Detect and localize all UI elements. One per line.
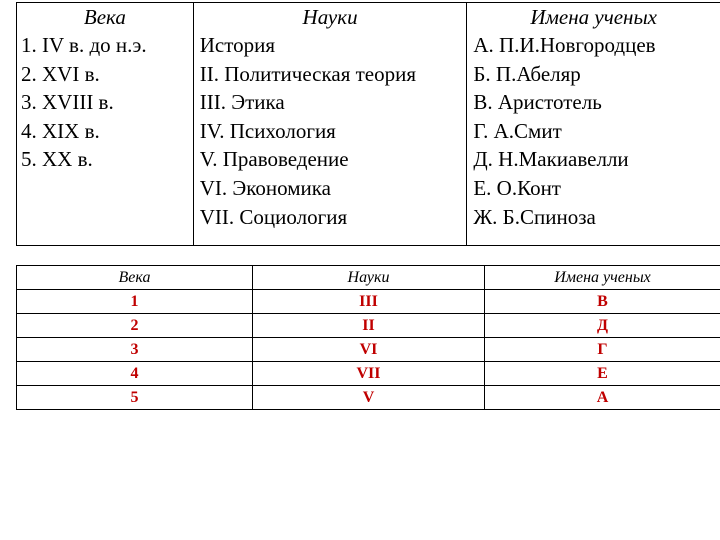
- answer-scholar: А: [485, 386, 720, 410]
- science-item: VI. Экономика: [199, 175, 331, 200]
- century-item: 4. XIX в.: [21, 118, 100, 143]
- centuries-header: Века: [83, 5, 126, 29]
- science-item: V. Правоведение: [199, 147, 349, 172]
- answer-century: 5: [17, 386, 253, 410]
- century-item: 1. IV в. до н.э.: [21, 33, 147, 57]
- scholars-header: Имена ученых: [530, 5, 658, 29]
- sciences-column: [193, 3, 467, 245]
- answer-scholar: В: [485, 290, 720, 314]
- answer-row: [17, 386, 720, 410]
- scholars-column: [466, 3, 720, 245]
- answer-century: 1: [17, 290, 253, 314]
- answer-science: II: [253, 314, 485, 338]
- scholar-item: Ж. Б.Спиноза: [473, 204, 596, 229]
- answer-century: 3: [17, 338, 253, 362]
- century-item: 2. XVI в.: [21, 61, 100, 86]
- answer-header-row: [17, 266, 720, 290]
- answer-row: [17, 290, 720, 314]
- century-item: 5. XX в.: [21, 147, 93, 172]
- science-item: III. Этика: [199, 90, 285, 115]
- science-item: История: [199, 33, 276, 57]
- answer-header-sciences: Науки: [253, 266, 485, 290]
- answer-header-centuries: Века: [17, 266, 253, 290]
- answer-science: VII: [253, 362, 485, 386]
- answer-scholar: Е: [485, 362, 720, 386]
- sciences-header: Науки: [302, 5, 358, 29]
- answer-table: [16, 265, 720, 410]
- scholar-item: Е. О.Конт: [473, 175, 561, 200]
- answer-science: V: [253, 386, 485, 410]
- scholar-item: Д. Н.Макиавелли: [473, 147, 629, 172]
- answer-science: VI: [253, 338, 485, 362]
- answer-row: [17, 362, 720, 386]
- answer-row: [17, 338, 720, 362]
- answer-science: III: [253, 290, 485, 314]
- answer-century: 4: [17, 362, 253, 386]
- scholar-item: В. Аристотель: [473, 90, 602, 115]
- answer-century: 2: [17, 314, 253, 338]
- centuries-column: [17, 3, 193, 245]
- matching-task-table: [16, 2, 720, 246]
- science-item: VII. Социология: [199, 204, 348, 229]
- century-item: 3. XVIII в.: [21, 90, 114, 115]
- answer-scholar: Д: [485, 314, 720, 338]
- answer-row: [17, 314, 720, 338]
- answer-scholar: Г: [485, 338, 720, 362]
- scholar-item: А. П.И.Новгородцев: [473, 33, 656, 57]
- answer-header-scholars: Имена ученых: [485, 266, 720, 290]
- science-item: IV. Психология: [199, 118, 336, 143]
- science-item: II. Политическая теория: [199, 61, 416, 86]
- scholar-item: Б. П.Абеляр: [473, 61, 581, 86]
- scholar-item: Г. А.Смит: [473, 118, 562, 143]
